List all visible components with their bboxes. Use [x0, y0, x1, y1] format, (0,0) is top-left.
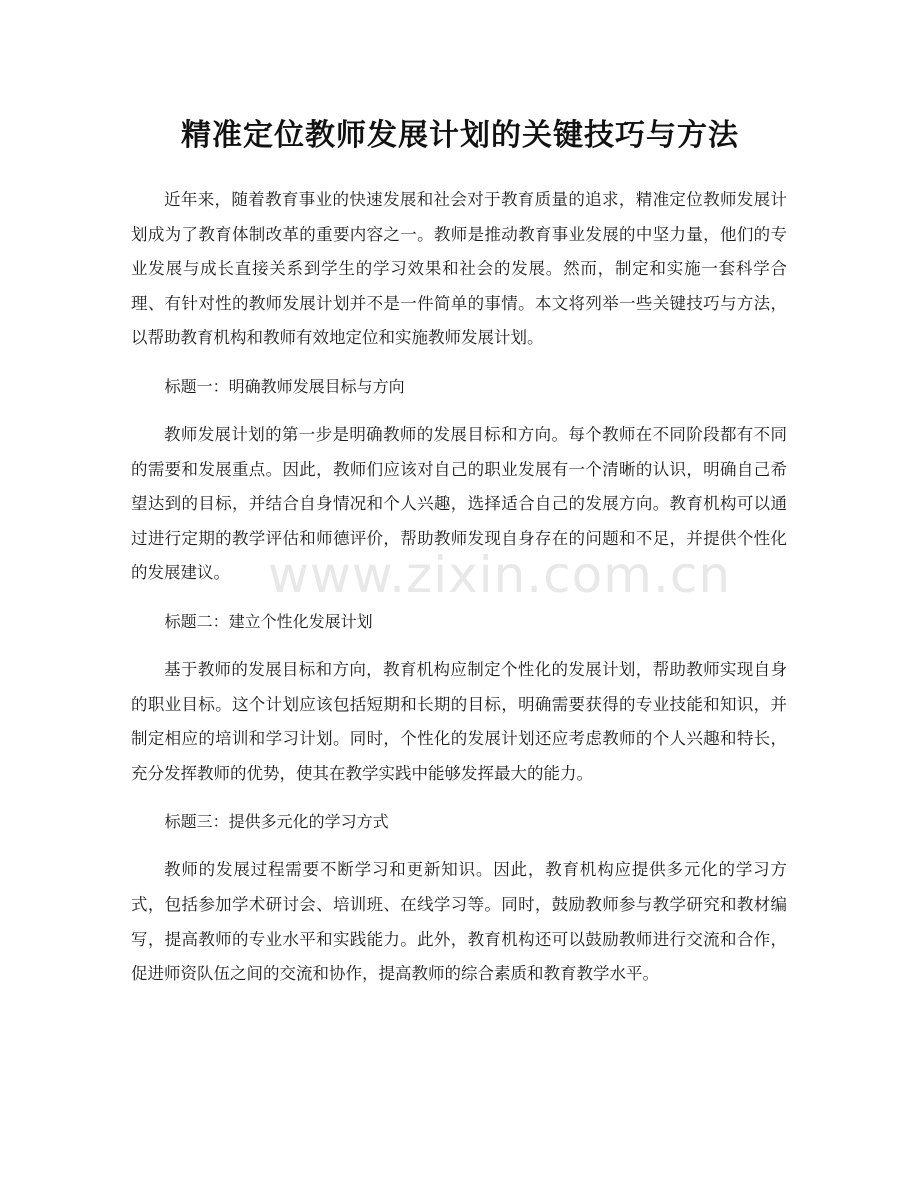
section-body-1: 教师发展计划的第一步是明确教师的发展目标和方向。每个教师在不同阶段都有不同的需要和发展重点。因此，教师们应该对自己的职业发展有一个清晰的认识，明确自己希望达到的目标，并结合自身情况和个人兴趣，选择适合自己的发展方向。教育机构可以通过进行定期的教学评估和师德评价，帮助教师发现自身存在的问题和不足，并提供个性化的发展建议。 [131, 424, 787, 583]
section-body-3: 教师的发展过程需要不断学习和更新知识。因此，教育机构应提供多元化的学习方式，包括参加学术研讨会、培训班、在线学习等。同时，鼓励教师参与教学研究和教材编写，提高教师的专业水平和实践能力。此外，教育机构还可以鼓励教师进行交流和合作，促进师资队伍之间的交流和协作，提高教师的综合素质和教育教学水平。 [131, 860, 787, 984]
section-body-2: 基于教师的发展目标和方向，教育机构应制定个性化的发展计划，帮助教师实现自身的职业目标。这个计划应该包括短期和长期的目标，明确需要获得的专业技能和知识，并制定相应的培训和学习计划。同时，个性化的发展计划还应考虑教师的个人兴趣和特长，充分发挥教师的优势，使其在教学实践中能够发挥最大的能力。 [131, 659, 787, 783]
section-heading-1: 标题一：明确教师发展目标与方向 [164, 376, 405, 396]
document-title: 精准定位教师发展计划的关键技巧与方法 [181, 118, 739, 153]
intro-paragraph: 近年来，随着教育事业的快速发展和社会对于教育质量的追求，精准定位教师发展计划成为了教育体制改革的重要内容之一。教师是推动教育事业发展的中坚力量，他们的专业发展与成长直接关系到学生的学习效果和社会的发展。然而，制定和实施一套科学合理、有针对性的教师发展计划并不是一件简单的事情。本文将列举一些关键技巧与方法，以帮助教育机构和教师有效地定位和实施教师发展计划。 [131, 190, 787, 348]
section-heading-2: 标题二：建立个性化发展计划 [164, 611, 373, 631]
watermark-text: www.zixin.com.cn [268, 546, 732, 604]
document-body [131, 183, 787, 992]
section-heading-3: 标题三：提供多元化的学习方式 [164, 812, 389, 832]
